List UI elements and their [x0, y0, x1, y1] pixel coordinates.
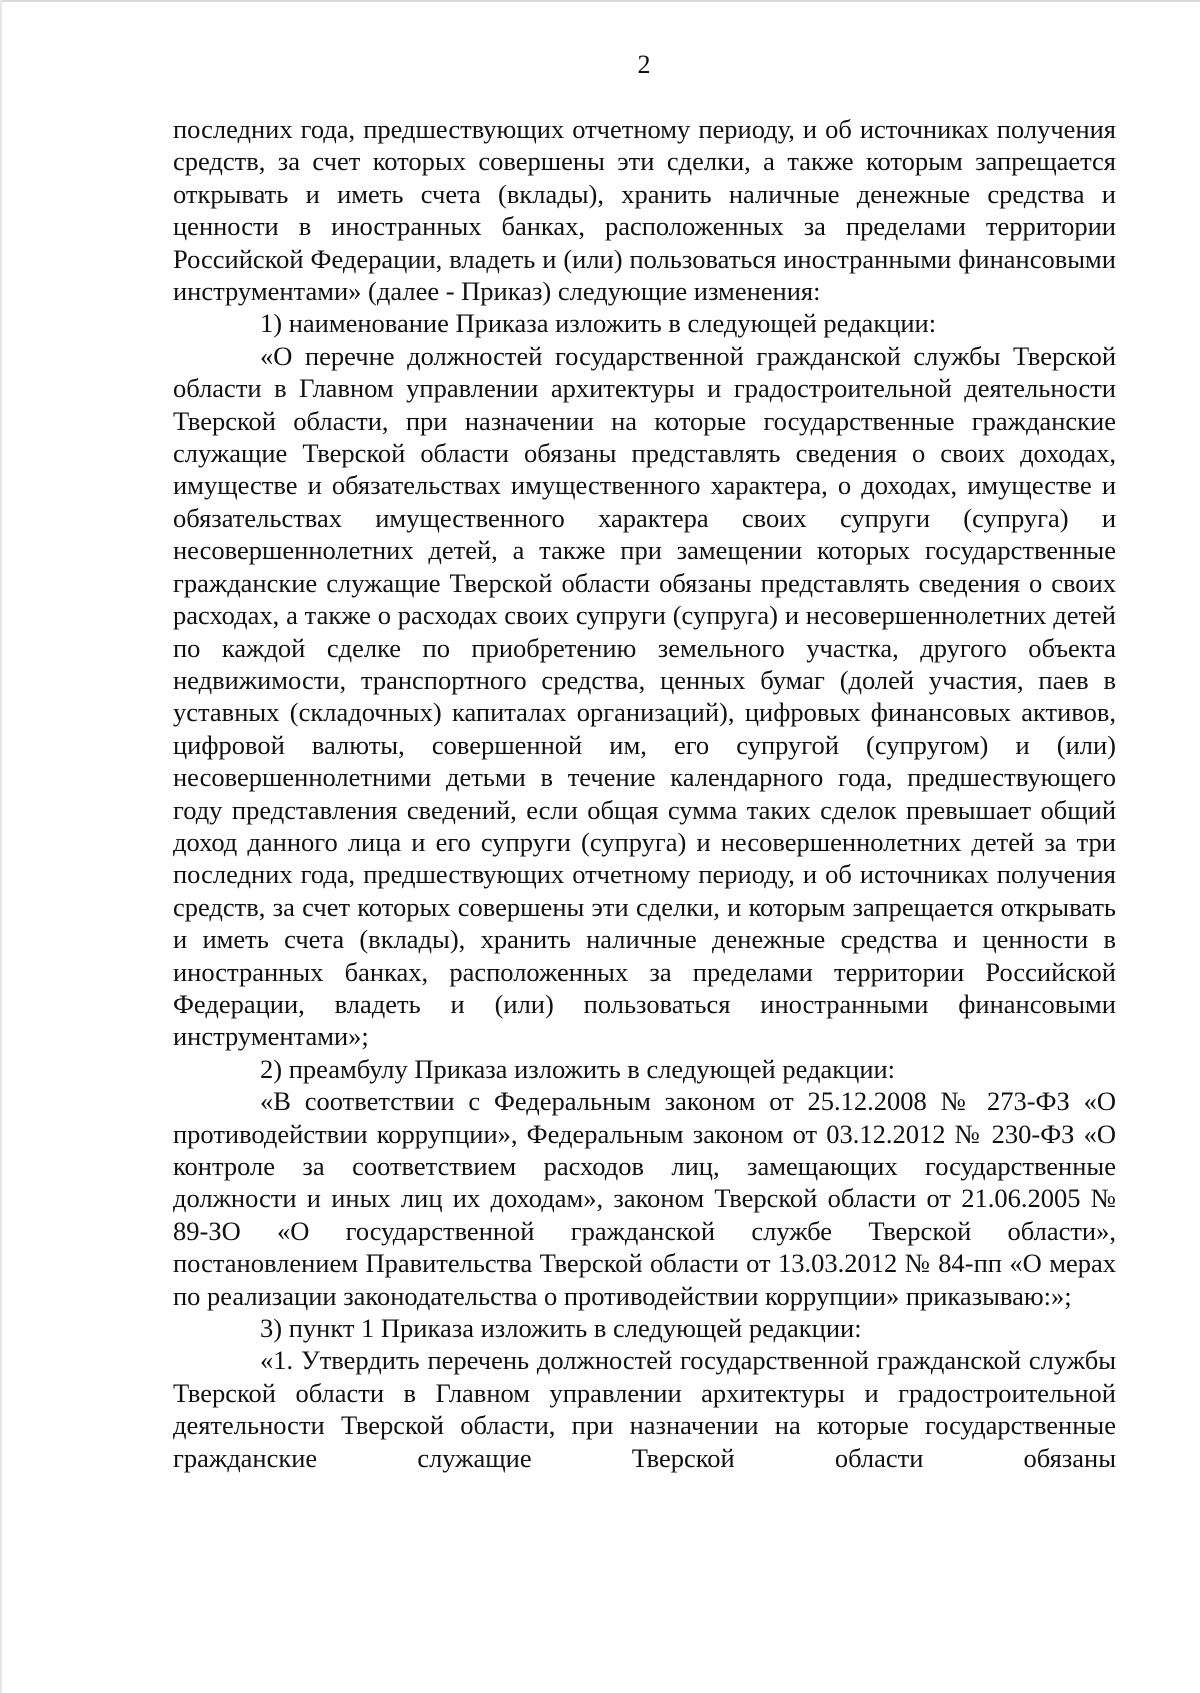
paragraph-new-title: «О перечне должностей государственной гражданской службы Тверской области в Главном управлении архитектуры и градостроительной деятельности Тверской области, при назначении на которые государственные гражданские служащие Тверской области обязаны представлять сведения о своих доходах, имуществе и обязательствах имущественного характера, о доходах, имуществе и обязательствах имущественного характера своих супруги (супруга) и несовершеннолетних детей, а также при замещении которых государственные гражданские служащие Тверской области обязаны представлять сведения о своих расходах, а также о расходах своих супруги (супруга) и несовершеннолетних детей по каждой сделке по приобретению земельного участка, другого объекта недвижимости, транспортного средства, ценных бумаг (долей участия, паев в уставных (складочных) капиталах организаций), цифровых финансовых активов, цифровой валюты, совершенной им, его супругой (супругом) и (или) несовершеннолетними детьми в течение календарного года, предшествующего году представления сведений, если общая сумма таких сделок превышает общий доход данного лица и его супруги (супруга) и несовершеннолетних детей за три последних года, предшествующих отчетному периоду, и об источниках получения средств, за счет которых совершены эти сделки, и которым запрещается открывать и иметь счета (вклады), хранить наличные денежные средства и ценности в иностранных банках, расположенных за пределами территории Российской Федерации, владеть и (или) пользоваться иностранными финансовыми инструментами»;	[173, 340, 1116, 1052]
paragraph-item-2: 2) преамбулу Приказа изложить в следующей редакции:	[260, 1053, 896, 1084]
scan-edge-left	[0, 0, 2, 1693]
paragraph-continuation: последних года, предшествующих отчетному периоду, и об источниках получения средств, за счет которых совершены эти сделки, а также которым запрещается открывать и иметь счета (вклады), хранить наличные денежные средства и ценности в иностранных банках, расположенных за пределами территории Российской Федерации, владеть и (или) пользоваться иностранными финансовыми инструментами» (далее - Приказ) следующие изменения:	[173, 114, 1116, 307]
paragraph-new-point-1: «1. Утвердить перечень должностей государственной гражданской службы Тверской области в Главном управлении архитектуры и градостроительной деятельности Тверской области, при назначении на которые государственные гражданские служащие Тверской области обязаны	[173, 1345, 1116, 1473]
page-number: 2	[637, 50, 651, 79]
paragraph-item-3: 3) пункт 1 Приказа изложить в следующей редакции:	[260, 1313, 862, 1344]
paragraph-new-preamble: «В соответствии с Федеральным законом от 25.12.2008 № 273-ФЗ «О противодействии коррупции», Федеральным законом от 03.12.2012 № 230-ФЗ «О контроле за соответствием расходов лиц, замещающих государственные должности и иных лиц их доходам», законом Тверской области от 21.06.2005 № 89-ЗО «О государственной гражданской службе Тверской области», постановлением Правительства Тверской области от 13.03.2012 № 84-пп «О мерах по реализации законодательства о противодействии коррупции» приказываю:»;	[173, 1086, 1116, 1311]
paragraph-item-1: 1) наименование Приказа изложить в следующей редакции:	[260, 308, 937, 339]
scan-edge-top	[0, 0, 1200, 2]
document-body	[173, 113, 1116, 1474]
